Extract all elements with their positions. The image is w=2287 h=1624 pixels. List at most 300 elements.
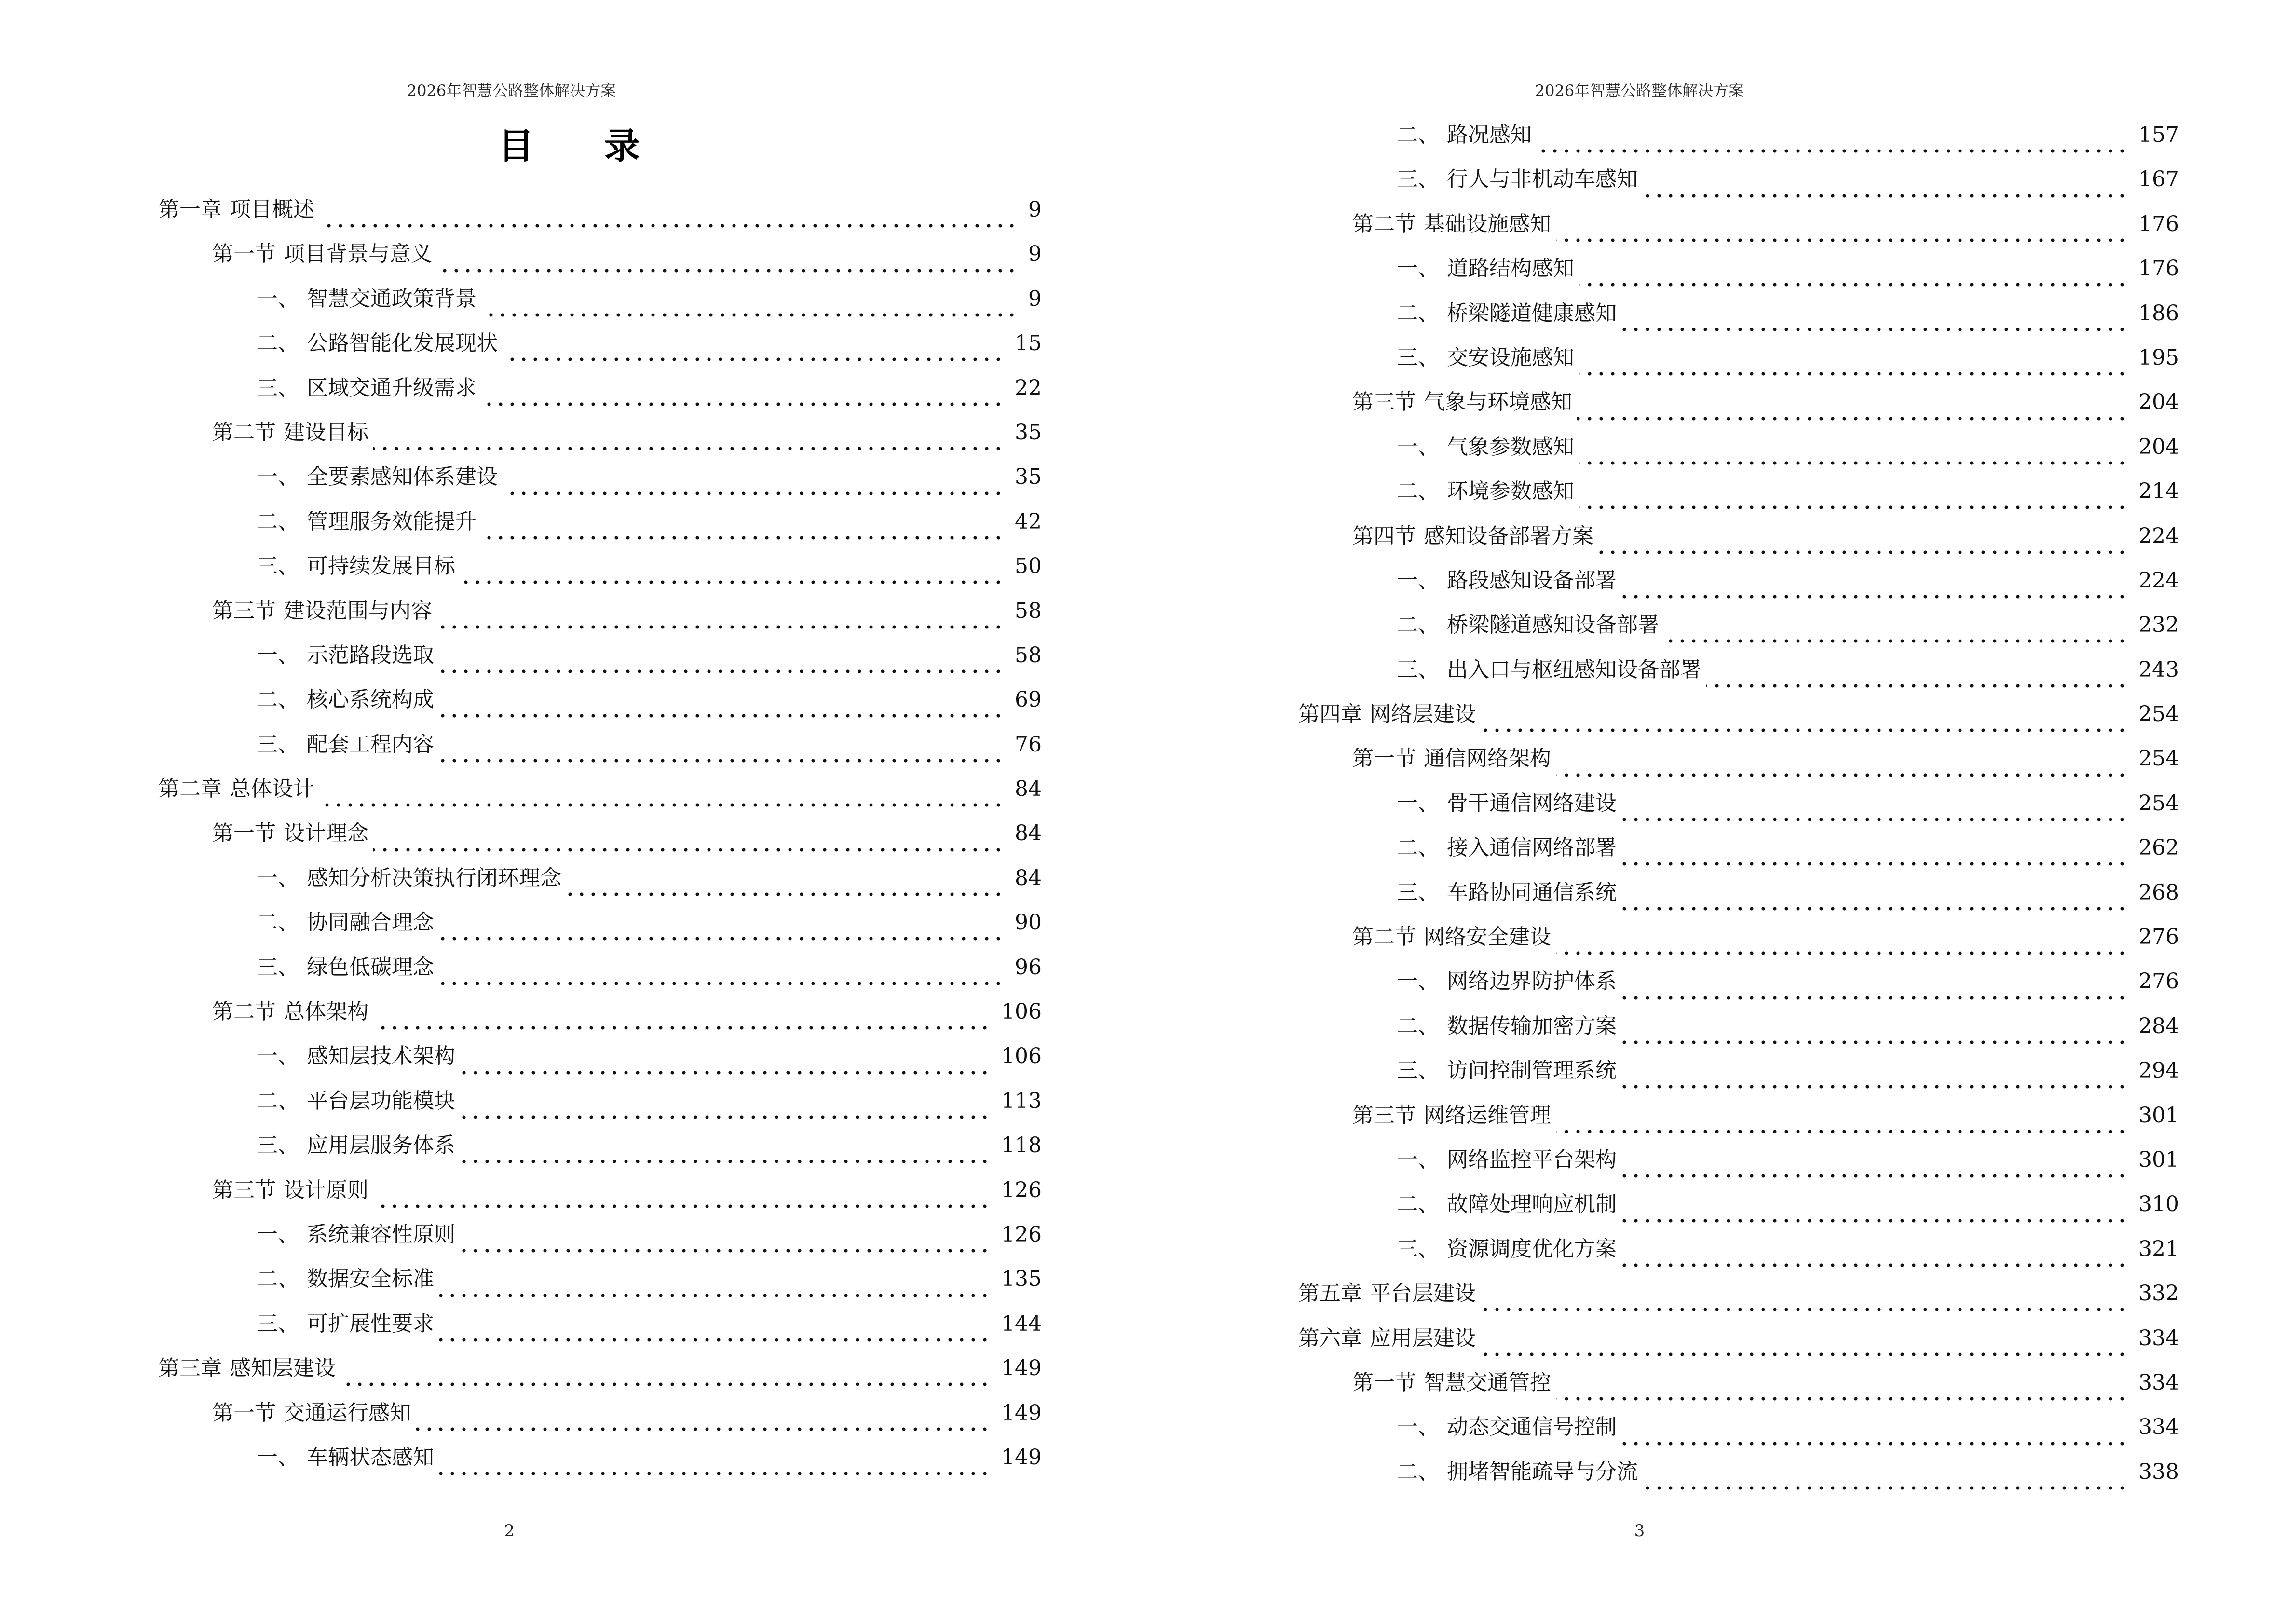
toc-entry-label: 桥梁隧道感知设备部署 [1447, 613, 1659, 638]
toc-entry-page: 232 [2138, 613, 2179, 638]
toc-entry-number: 一、 [1397, 1147, 1439, 1172]
toc-entry[interactable] [158, 1266, 1042, 1310]
dot-leader [481, 535, 1004, 540]
toc-entry-page: 106 [1001, 999, 1042, 1024]
toc-entry[interactable] [158, 1400, 1042, 1445]
toc-entry[interactable] [1298, 1236, 2179, 1281]
toc-entry-number: 二、 [1397, 300, 1439, 326]
toc-entry-label: 气象与环境感知 [1424, 390, 1572, 415]
toc-entry-number: 第三节 [1352, 390, 1416, 415]
toc-entry-number: 第一节 [212, 821, 276, 846]
toc-list-right [1298, 122, 2179, 1503]
toc-entry-label: 协同融合理念 [307, 910, 434, 935]
toc-entry-label: 网络层建设 [1370, 702, 1476, 727]
dot-leader [1481, 728, 2128, 733]
toc-entry-page: 254 [2138, 746, 2179, 771]
toc-entry-number: 一、 [257, 642, 299, 668]
toc-entry-number: 一、 [1397, 256, 1439, 281]
toc-entry-label: 示范路段选取 [307, 642, 434, 668]
toc-entry-page: 76 [1015, 732, 1042, 757]
toc-entry-number: 第一章 [158, 197, 222, 222]
toc-entry-page: 334 [2138, 1325, 2179, 1351]
toc-entry-label: 出入口与枢纽感知设备部署 [1447, 657, 1702, 682]
toc-entry-label: 路段感知设备部署 [1447, 568, 1617, 593]
toc-entry[interactable] [158, 999, 1042, 1043]
toc-entry-label: 骨干通信网络建设 [1447, 791, 1617, 816]
toc-entry-label: 故障处理响应机制 [1447, 1192, 1617, 1217]
toc-entry[interactable] [1298, 880, 2179, 924]
toc-entry-page: 144 [1001, 1311, 1042, 1336]
toc-entry-page: 268 [2138, 880, 2179, 905]
toc-entry-number: 二、 [257, 509, 299, 534]
toc-entry-number: 三、 [257, 955, 299, 980]
toc-entry-label: 总体架构 [284, 999, 368, 1024]
toc-entry-number: 一、 [1397, 434, 1439, 459]
toc-entry-page: 334 [2138, 1415, 2179, 1440]
toc-entry-label: 行人与非机动车感知 [1447, 167, 1638, 192]
toc-entry-number: 一、 [257, 865, 299, 890]
toc-entry-label: 项目背景与意义 [284, 242, 432, 267]
toc-entry[interactable] [1298, 1325, 2179, 1370]
toc-entry-page: 334 [2138, 1370, 2179, 1395]
dot-leader [503, 357, 1004, 362]
dot-leader [1556, 1129, 2128, 1134]
toc-entry-page: 69 [1015, 687, 1042, 712]
toc-title: 目 录 [498, 125, 669, 167]
toc-entry-label: 全要素感知体系建设 [307, 464, 498, 490]
toc-entry-number: 第一节 [212, 242, 276, 267]
toc-entry-label: 资源调度优化方案 [1447, 1236, 1617, 1261]
toc-entry-page: 157 [2138, 123, 2179, 147]
toc-entry-label: 感知分析决策执行闭环理念 [307, 865, 561, 890]
toc-entry-label: 车路协同通信系统 [1447, 880, 1617, 905]
toc-entry-label: 智慧交通管控 [1424, 1370, 1551, 1395]
right-page [1144, 0, 2287, 1624]
toc-entry[interactable] [158, 1133, 1042, 1177]
toc-entry[interactable] [158, 732, 1042, 776]
toc-entry[interactable] [1298, 1058, 2179, 1102]
toc-entry-number: 第三节 [212, 598, 276, 623]
toc-entry-number: 二、 [1397, 1192, 1439, 1217]
toc-entry-number: 第一节 [1352, 1370, 1416, 1395]
toc-entry-page: 338 [2138, 1459, 2179, 1484]
toc-entry-page: 9 [1028, 242, 1042, 267]
toc-entry-page: 84 [1015, 821, 1042, 846]
toc-entry-page: 149 [1001, 1400, 1042, 1425]
toc-entry-page: 90 [1015, 910, 1042, 935]
toc-entry-page: 195 [2138, 345, 2179, 370]
dot-leader [460, 580, 1004, 585]
toc-entry-label: 公路智能化发展现状 [307, 331, 498, 356]
toc-entry[interactable] [1298, 1370, 2179, 1414]
toc-entry-label: 访问控制管理系统 [1447, 1058, 1617, 1083]
dot-leader [439, 1337, 991, 1342]
toc-entry-number: 二、 [257, 1267, 299, 1292]
dot-leader [1621, 817, 2128, 822]
dot-leader [481, 313, 1018, 317]
toc-entry-label: 绿色低碳理念 [307, 955, 434, 980]
toc-entry-number: 二、 [1397, 479, 1439, 504]
toc-entry-label: 车辆状态感知 [307, 1445, 434, 1470]
toc-entry-label: 可持续发展目标 [307, 554, 455, 579]
toc-entry-number: 一、 [257, 464, 299, 490]
dot-leader [1481, 1307, 2128, 1312]
dot-leader [439, 981, 1004, 986]
toc-entry[interactable] [1298, 1459, 2179, 1503]
dot-leader [1579, 282, 2128, 287]
toc-entry[interactable] [1298, 478, 2179, 523]
toc-entry-number: 一、 [257, 1445, 299, 1470]
toc-entry-label: 交安设施感知 [1447, 345, 1574, 370]
dot-leader [1706, 683, 2128, 688]
toc-entry-page: 284 [2138, 1013, 2179, 1038]
dot-leader [1621, 1218, 2128, 1223]
toc-entry-page: 310 [2138, 1192, 2179, 1217]
toc-entry-number: 一、 [257, 1044, 299, 1069]
toc-entry-page: 96 [1015, 955, 1042, 980]
toc-entry-number: 第三节 [212, 1177, 276, 1202]
toc-entry[interactable] [1298, 211, 2179, 256]
toc-entry-label: 环境参数感知 [1447, 479, 1574, 504]
toc-entry[interactable] [158, 553, 1042, 598]
toc-entry-page: 176 [2138, 211, 2179, 236]
dot-leader [416, 1427, 991, 1432]
toc-entry[interactable] [1298, 1147, 2179, 1191]
toc-entry-label: 感知设备部署方案 [1424, 523, 1593, 548]
toc-entry[interactable] [158, 910, 1042, 954]
dot-leader [373, 1204, 991, 1209]
toc-entry[interactable] [158, 1088, 1042, 1133]
toc-entry-page: 84 [1015, 865, 1042, 890]
toc-entry-page: 276 [2138, 925, 2179, 950]
toc-entry-label: 平台层功能模块 [307, 1088, 455, 1113]
toc-entry-label: 网络安全建设 [1424, 925, 1551, 950]
toc-entry[interactable] [158, 197, 1042, 241]
toc-entry-number: 三、 [257, 1311, 299, 1336]
toc-entry[interactable] [1298, 835, 2179, 879]
toc-entry[interactable] [158, 1222, 1042, 1266]
dot-leader [1621, 1174, 2128, 1178]
toc-entry[interactable] [1298, 122, 2179, 166]
toc-entry-label: 动态交通信号控制 [1447, 1415, 1617, 1440]
dot-leader [439, 1293, 991, 1298]
toc-entry-number: 第一节 [1352, 746, 1416, 771]
toc-entry-number: 第二章 [158, 777, 222, 802]
toc-entry[interactable] [1298, 345, 2179, 389]
toc-entry-page: 149 [1001, 1356, 1042, 1381]
toc-entry-label: 气象参数感知 [1447, 434, 1574, 459]
dot-leader [1556, 951, 2128, 955]
dot-leader [1621, 1040, 2128, 1045]
toc-entry[interactable] [158, 464, 1042, 508]
dot-leader [566, 892, 1004, 897]
dot-leader [1621, 594, 2128, 599]
toc-entry-page: 204 [2138, 434, 2179, 459]
dot-leader [1643, 1486, 2128, 1490]
toc-entry-label: 管理服务效能提升 [307, 509, 476, 534]
toc-entry-page: 35 [1015, 464, 1042, 490]
dot-leader [439, 669, 1004, 674]
toc-entry-label: 基础设施感知 [1424, 211, 1551, 236]
toc-entry-number: 第二节 [212, 999, 276, 1024]
toc-entry-label: 可扩展性要求 [307, 1311, 434, 1336]
toc-entry-number: 三、 [257, 1133, 299, 1158]
toc-entry-number: 三、 [257, 554, 299, 579]
dot-leader [1579, 461, 2128, 465]
running-header: 2026年智慧公路整体解决方案 [1535, 82, 1744, 100]
toc-entry[interactable] [1298, 166, 2179, 211]
toc-entry-number: 第二节 [212, 420, 276, 445]
toc-entry[interactable] [1298, 791, 2179, 835]
toc-entry[interactable] [158, 330, 1042, 375]
toc-entry-number: 一、 [1397, 1415, 1439, 1440]
toc-entry-page: 204 [2138, 390, 2179, 415]
dot-leader [1621, 327, 2128, 332]
toc-entry-number: 二、 [1397, 613, 1439, 638]
toc-entry-number: 二、 [257, 687, 299, 712]
toc-entry-page: 15 [1015, 331, 1042, 356]
toc-entry-label: 感知层技术架构 [307, 1044, 455, 1069]
toc-entry-label: 区域交通升级需求 [307, 375, 476, 400]
toc-entry-number: 一、 [257, 1222, 299, 1247]
toc-entry-number: 三、 [1397, 1236, 1439, 1261]
toc-entry-page: 126 [1001, 1222, 1042, 1247]
toc-entry-page: 301 [2138, 1103, 2179, 1128]
toc-entry-page: 50 [1015, 554, 1042, 579]
dot-leader [1556, 1396, 2128, 1401]
toc-entry-page: 135 [1001, 1267, 1042, 1292]
toc-entry-number: 三、 [1397, 880, 1439, 905]
dot-leader [1577, 416, 2128, 421]
toc-entry-number: 二、 [1397, 1013, 1439, 1038]
toc-entry-page: 118 [1001, 1133, 1042, 1158]
toc-entry-label: 智慧交通政策背景 [307, 286, 476, 311]
toc-entry-label: 数据传输加密方案 [1447, 1013, 1617, 1038]
toc-entry[interactable] [158, 820, 1042, 865]
toc-entry-number: 第四章 [1298, 702, 1362, 727]
toc-entry[interactable] [158, 687, 1042, 731]
dot-leader [319, 223, 1018, 228]
toc-entry-label: 建设范围与内容 [284, 598, 432, 623]
toc-entry-label: 网络边界防护体系 [1447, 969, 1617, 994]
toc-entry-page: 176 [2138, 256, 2179, 281]
page-number: 3 [1634, 1521, 1645, 1541]
dot-leader [439, 1471, 991, 1476]
toc-entry-page: 149 [1001, 1445, 1042, 1470]
toc-entry[interactable] [1298, 1103, 2179, 1147]
toc-entry[interactable] [158, 1355, 1042, 1400]
toc-entry-label: 建设目标 [284, 420, 368, 445]
toc-entry-page: 9 [1028, 197, 1042, 222]
toc-entry[interactable] [1298, 568, 2179, 612]
dot-leader [1621, 1441, 2128, 1446]
toc-entry-label: 数据安全标准 [307, 1267, 434, 1292]
toc-entry-number: 二、 [257, 1088, 299, 1113]
toc-entry-label: 接入通信网络部署 [1447, 835, 1617, 860]
toc-entry[interactable] [158, 241, 1042, 286]
toc-list-left [158, 197, 1042, 1489]
toc-entry-label: 路况感知 [1447, 123, 1532, 147]
dot-leader [439, 936, 1004, 941]
toc-entry-number: 第六章 [1298, 1325, 1362, 1351]
dot-leader [373, 446, 1004, 451]
toc-entry[interactable] [1298, 389, 2179, 434]
toc-entry[interactable] [1298, 924, 2179, 969]
dot-leader [460, 1248, 991, 1253]
toc-entry-number: 第四节 [1352, 523, 1416, 548]
dot-leader [460, 1115, 991, 1119]
toc-entry[interactable] [1298, 1281, 2179, 1325]
toc-entry-page: 186 [2138, 300, 2179, 326]
toc-entry[interactable] [158, 375, 1042, 420]
toc-entry-number: 一、 [1397, 969, 1439, 994]
toc-entry-label: 拥堵智能疏导与分流 [1447, 1459, 1638, 1484]
toc-entry[interactable] [1298, 256, 2179, 300]
dot-leader [439, 758, 1004, 763]
toc-entry-page: 84 [1015, 777, 1042, 802]
toc-entry-number: 三、 [257, 732, 299, 757]
toc-entry-page: 58 [1015, 598, 1042, 623]
toc-entry[interactable] [158, 598, 1042, 642]
page-number: 2 [504, 1521, 515, 1541]
toc-entry-label: 平台层建设 [1370, 1281, 1476, 1306]
dot-leader [373, 847, 1004, 852]
toc-entry-page: 301 [2138, 1147, 2179, 1172]
toc-entry-number: 三、 [1397, 1058, 1439, 1083]
dot-leader [1598, 550, 2128, 555]
toc-entry[interactable] [158, 1043, 1042, 1088]
toc-entry-page: 167 [2138, 167, 2179, 192]
toc-entry-page: 321 [2138, 1236, 2179, 1261]
toc-entry-label: 应用层服务体系 [307, 1133, 455, 1158]
toc-entry-page: 58 [1015, 642, 1042, 668]
toc-entry[interactable] [158, 1311, 1042, 1355]
toc-entry-number: 三、 [1397, 345, 1439, 370]
dot-leader [1537, 149, 2128, 153]
toc-entry-page: 276 [2138, 969, 2179, 994]
toc-entry-page: 106 [1001, 1044, 1042, 1069]
toc-entry[interactable] [158, 642, 1042, 687]
toc-entry[interactable] [158, 286, 1042, 330]
toc-entry[interactable] [158, 420, 1042, 464]
toc-entry[interactable] [158, 509, 1042, 553]
toc-entry-page: 42 [1015, 509, 1042, 534]
dot-leader [1664, 639, 2128, 643]
toc-entry-page: 113 [1001, 1088, 1042, 1113]
toc-entry-page: 214 [2138, 479, 2179, 504]
toc-entry[interactable] [1298, 746, 2179, 790]
toc-entry-label: 桥梁隧道健康感知 [1447, 300, 1617, 326]
toc-entry-label: 总体设计 [230, 777, 314, 802]
toc-entry-number: 二、 [1397, 835, 1439, 860]
toc-entry-page: 22 [1015, 375, 1042, 400]
toc-entry-number: 一、 [1397, 791, 1439, 816]
toc-entry[interactable] [1298, 523, 2179, 568]
toc-entry-number: 二、 [257, 331, 299, 356]
toc-entry-page: 332 [2138, 1281, 2179, 1306]
dot-leader [460, 1159, 991, 1164]
dot-leader [1481, 1352, 2128, 1357]
dot-leader [460, 1070, 991, 1075]
toc-entry[interactable] [158, 1445, 1042, 1489]
toc-entry-page: 254 [2138, 791, 2179, 816]
toc-entry-number: 一、 [257, 286, 299, 311]
toc-entry[interactable] [1298, 612, 2179, 656]
toc-entry-label: 项目概述 [230, 197, 314, 222]
toc-entry[interactable] [1298, 657, 2179, 701]
toc-entry-page: 294 [2138, 1058, 2179, 1083]
toc-entry[interactable] [158, 865, 1042, 910]
dot-leader [1621, 996, 2128, 1000]
dot-leader [439, 713, 1004, 718]
toc-entry[interactable] [158, 776, 1042, 820]
dot-leader [1556, 238, 2128, 243]
toc-entry[interactable] [1298, 1191, 2179, 1236]
dot-leader [503, 491, 1004, 496]
toc-entry-label: 感知层建设 [230, 1356, 336, 1381]
toc-entry[interactable] [1298, 969, 2179, 1013]
dot-leader [481, 402, 1004, 407]
dot-leader [1621, 906, 2128, 911]
toc-entry-number: 三、 [257, 375, 299, 400]
toc-entry-page: 254 [2138, 702, 2179, 727]
dot-leader [340, 1382, 991, 1387]
toc-entry[interactable] [158, 1177, 1042, 1222]
toc-entry-label: 应用层建设 [1370, 1325, 1476, 1351]
toc-entry[interactable] [1298, 1013, 2179, 1058]
toc-entry[interactable] [1298, 300, 2179, 345]
dot-leader [1579, 505, 2128, 510]
toc-entry-number: 二、 [1397, 1459, 1439, 1484]
running-header: 2026年智慧公路整体解决方案 [407, 82, 616, 100]
toc-entry-number: 二、 [257, 910, 299, 935]
toc-entry-number: 第二节 [1352, 925, 1416, 950]
toc-entry-number: 第三节 [1352, 1103, 1416, 1128]
toc-entry-page: 224 [2138, 523, 2179, 548]
toc-entry-label: 通信网络架构 [1424, 746, 1551, 771]
toc-entry-page: 35 [1015, 420, 1042, 445]
dot-leader [319, 803, 1004, 807]
toc-entry-label: 设计原则 [284, 1177, 368, 1202]
dot-leader [1579, 371, 2128, 376]
toc-entry-number: 第五章 [1298, 1281, 1362, 1306]
toc-entry-page: 262 [2138, 835, 2179, 860]
toc-entry-number: 二、 [1397, 123, 1439, 147]
toc-entry-page: 126 [1001, 1177, 1042, 1202]
toc-entry[interactable] [158, 955, 1042, 999]
toc-entry[interactable] [1298, 434, 2179, 478]
toc-entry-label: 交通运行感知 [284, 1400, 411, 1425]
toc-entry-label: 设计理念 [284, 821, 368, 846]
toc-entry-label: 系统兼容性原则 [307, 1222, 455, 1247]
dot-leader [437, 625, 1004, 629]
toc-entry-number: 三、 [1397, 167, 1439, 192]
dot-leader [1621, 1084, 2128, 1089]
dot-leader [1643, 193, 2128, 198]
toc-entry[interactable] [1298, 1414, 2179, 1459]
toc-entry-label: 网络运维管理 [1424, 1103, 1551, 1128]
toc-entry-label: 核心系统构成 [307, 687, 434, 712]
dot-leader [1621, 861, 2128, 866]
dot-leader [373, 1025, 991, 1030]
dot-leader [1621, 1263, 2128, 1268]
toc-entry[interactable] [1298, 701, 2179, 746]
toc-entry-number: 第二节 [1352, 211, 1416, 236]
toc-entry-number: 第三章 [158, 1356, 222, 1381]
toc-entry-number: 一、 [1397, 568, 1439, 593]
toc-entry-page: 243 [2138, 657, 2179, 682]
toc-entry-label: 道路结构感知 [1447, 256, 1574, 281]
